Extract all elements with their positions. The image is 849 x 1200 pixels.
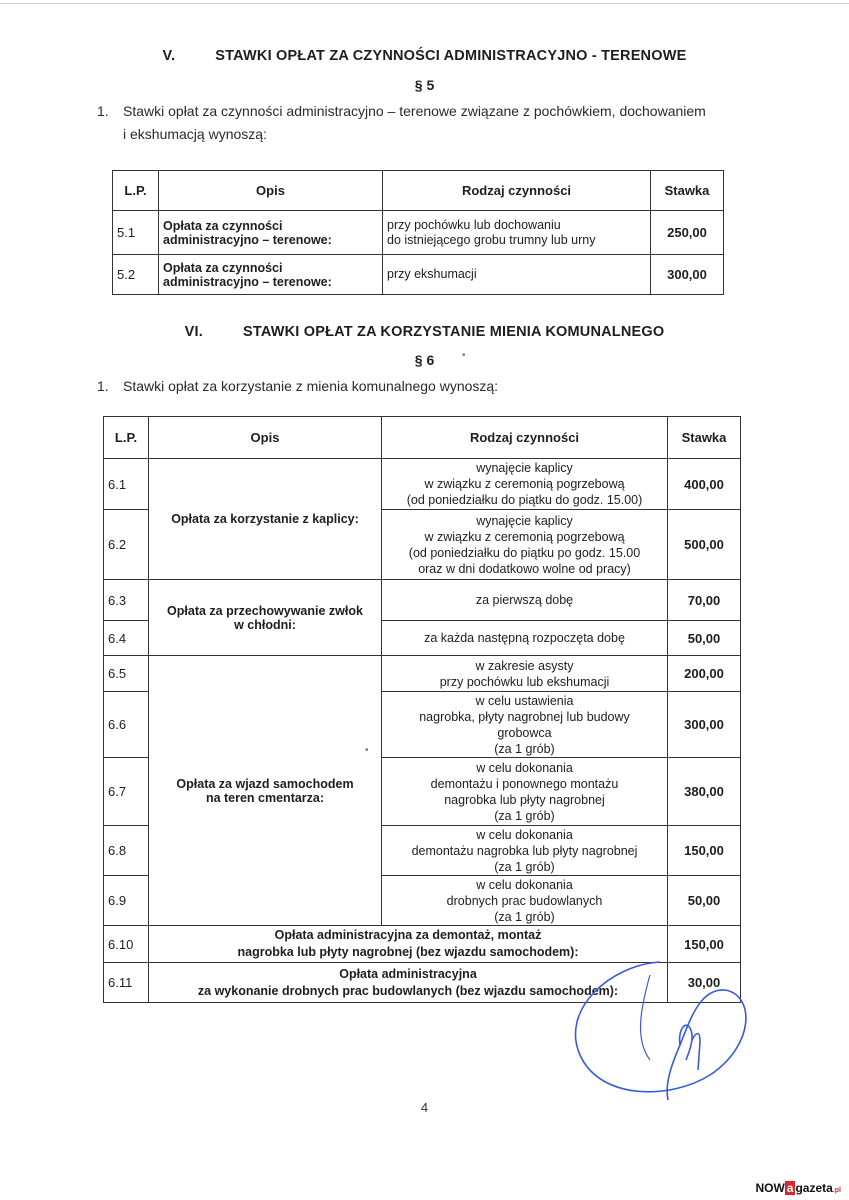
section-v-intro bbox=[97, 100, 832, 146]
row-lp: 6.3 bbox=[104, 580, 149, 621]
intro-line: i ekshumacją wynoszą: bbox=[123, 126, 267, 142]
row-rodzaj: wynajęcie kaplicy w związku z ceremonią pogrzebową (od poniedziałku do piątku do godz. 15.00) bbox=[382, 459, 668, 510]
header-stawka: Stawka bbox=[668, 417, 741, 459]
row-rodzaj: w celu dokonania drobnych prac budowlanych (za 1 grób) bbox=[382, 876, 668, 926]
section-v-heading bbox=[0, 48, 849, 64]
row-stawka: 300,00 bbox=[651, 255, 724, 295]
group-chlodnia: Opłata za przechowywanie zwłok w chłodni: bbox=[149, 580, 382, 656]
row-opis: Opłata za czynności administracyjno – terenowe: bbox=[159, 211, 383, 255]
row-lp: 6.9 bbox=[104, 876, 149, 926]
row-rodzaj: przy ekshumacji bbox=[383, 255, 651, 295]
row-stawka: 50,00 bbox=[668, 876, 741, 926]
row-lp: 6.5 bbox=[104, 656, 149, 692]
section-v-paragraph: § 5 bbox=[414, 77, 435, 93]
section-v-number: V. bbox=[162, 48, 176, 64]
group-kaplica: Opłata za korzystanie z kaplicy: bbox=[149, 459, 382, 580]
header-stawka: Stawka bbox=[651, 171, 724, 211]
table-row bbox=[104, 656, 741, 692]
intro-number: 1. bbox=[97, 378, 109, 394]
row-stawka: 500,00 bbox=[668, 510, 741, 580]
table-section-vi bbox=[103, 416, 741, 1003]
section-vi-intro bbox=[97, 375, 832, 398]
header-opis: Opis bbox=[159, 171, 383, 211]
row-lp: 6.2 bbox=[104, 510, 149, 580]
row-opis: Opłata administracyjna za demontaż, montaż nagrobka lub płyty nagrobnej (bez wjazdu samochodem): bbox=[149, 926, 668, 963]
section-vi-paragraph: § 6 bbox=[414, 352, 435, 368]
row-rodzaj: w celu ustawienia nagrobka, płyty nagrobnej lub budowy grobowca (za 1 grób) bbox=[382, 692, 668, 758]
row-rodzaj: w celu dokonania demontażu i ponownego montażu nagrobka lub płyty nagrobnej (za 1 grób) bbox=[382, 758, 668, 826]
header-rodzaj: Rodzaj czynności bbox=[382, 417, 668, 459]
watermark-logo: NOW a gazeta.pl bbox=[755, 1181, 841, 1195]
row-opis: Opłata za czynności administracyjno – terenowe: bbox=[159, 255, 383, 295]
row-stawka: 200,00 bbox=[668, 656, 741, 692]
scan-speck: • bbox=[462, 350, 466, 361]
table-header-row bbox=[104, 417, 741, 459]
intro-line: Stawki opłat za korzystanie z mienia komunalnego wynoszą: bbox=[123, 378, 499, 394]
row-stawka: 50,00 bbox=[668, 621, 741, 656]
section-v-title: STAWKI OPŁAT ZA CZYNNOŚCI ADMINISTRACYJNO - TERENOWE bbox=[215, 48, 687, 64]
row-lp: 6.1 bbox=[104, 459, 149, 510]
table-section-v bbox=[112, 170, 724, 295]
group-wjazd: Opłata za wjazd samochodem na teren cmentarza: bbox=[149, 656, 382, 926]
table-row bbox=[113, 211, 724, 255]
row-rodzaj: w zakresie asysty przy pochówku lub ekshumacji bbox=[382, 656, 668, 692]
intro-number: 1. bbox=[97, 103, 109, 119]
table-header-row bbox=[113, 171, 724, 211]
row-lp: 6.4 bbox=[104, 621, 149, 656]
row-rodzaj: przy pochówku lub dochowaniu do istniejącego grobu trumny lub urny bbox=[383, 211, 651, 255]
row-rodzaj: wynajęcie kaplicy w związku z ceremonią pogrzebową (od poniedziałku do piątku po godz. 15.00 oraz w dni dodatkowo wolne od pracy) bbox=[382, 510, 668, 580]
row-lp: 5.2 bbox=[113, 255, 159, 295]
row-lp: 6.8 bbox=[104, 826, 149, 876]
header-opis: Opis bbox=[149, 417, 382, 459]
row-stawka: 400,00 bbox=[668, 459, 741, 510]
row-rodzaj: za pierwszą dobę bbox=[382, 580, 668, 621]
header-lp: L.P. bbox=[113, 171, 159, 211]
row-rodzaj: za każda następną rozpoczęta dobę bbox=[382, 621, 668, 656]
row-opis: Opłata administracyjna za wykonanie drobnych prac budowlanych (bez wjazdu samochodem): bbox=[149, 963, 668, 1003]
table-row bbox=[113, 255, 724, 295]
table-row bbox=[104, 459, 741, 510]
row-stawka: 150,00 bbox=[668, 826, 741, 876]
row-stawka: 380,00 bbox=[668, 758, 741, 826]
signature-drawing bbox=[540, 950, 790, 1110]
row-lp: 6.7 bbox=[104, 758, 149, 826]
row-stawka: 70,00 bbox=[668, 580, 741, 621]
row-rodzaj: w celu dokonania demontażu nagrobka lub płyty nagrobnej (za 1 grób) bbox=[382, 826, 668, 876]
section-vi-number: VI. bbox=[184, 324, 203, 340]
header-lp: L.P. bbox=[104, 417, 149, 459]
row-stawka: 150,00 bbox=[668, 926, 741, 963]
row-stawka: 30,00 bbox=[668, 963, 741, 1003]
row-lp: 5.1 bbox=[113, 211, 159, 255]
top-rule bbox=[0, 3, 849, 4]
header-rodzaj: Rodzaj czynności bbox=[383, 171, 651, 211]
intro-line: Stawki opłat za czynności administracyjno – terenowe związane z pochówkiem, dochowaniem bbox=[123, 103, 706, 119]
section-vi-title: STAWKI OPŁAT ZA KORZYSTANIE MIENIA KOMUNALNEGO bbox=[242, 324, 665, 340]
row-lp: 6.6 bbox=[104, 692, 149, 758]
page-number: 4 bbox=[420, 1100, 429, 1115]
section-vi-heading bbox=[0, 324, 849, 340]
row-stawka: 250,00 bbox=[651, 211, 724, 255]
row-stawka: 300,00 bbox=[668, 692, 741, 758]
scan-speck: • bbox=[365, 745, 369, 756]
table-row bbox=[104, 580, 741, 621]
row-lp: 6.11 bbox=[104, 963, 149, 1003]
row-lp: 6.10 bbox=[104, 926, 149, 963]
